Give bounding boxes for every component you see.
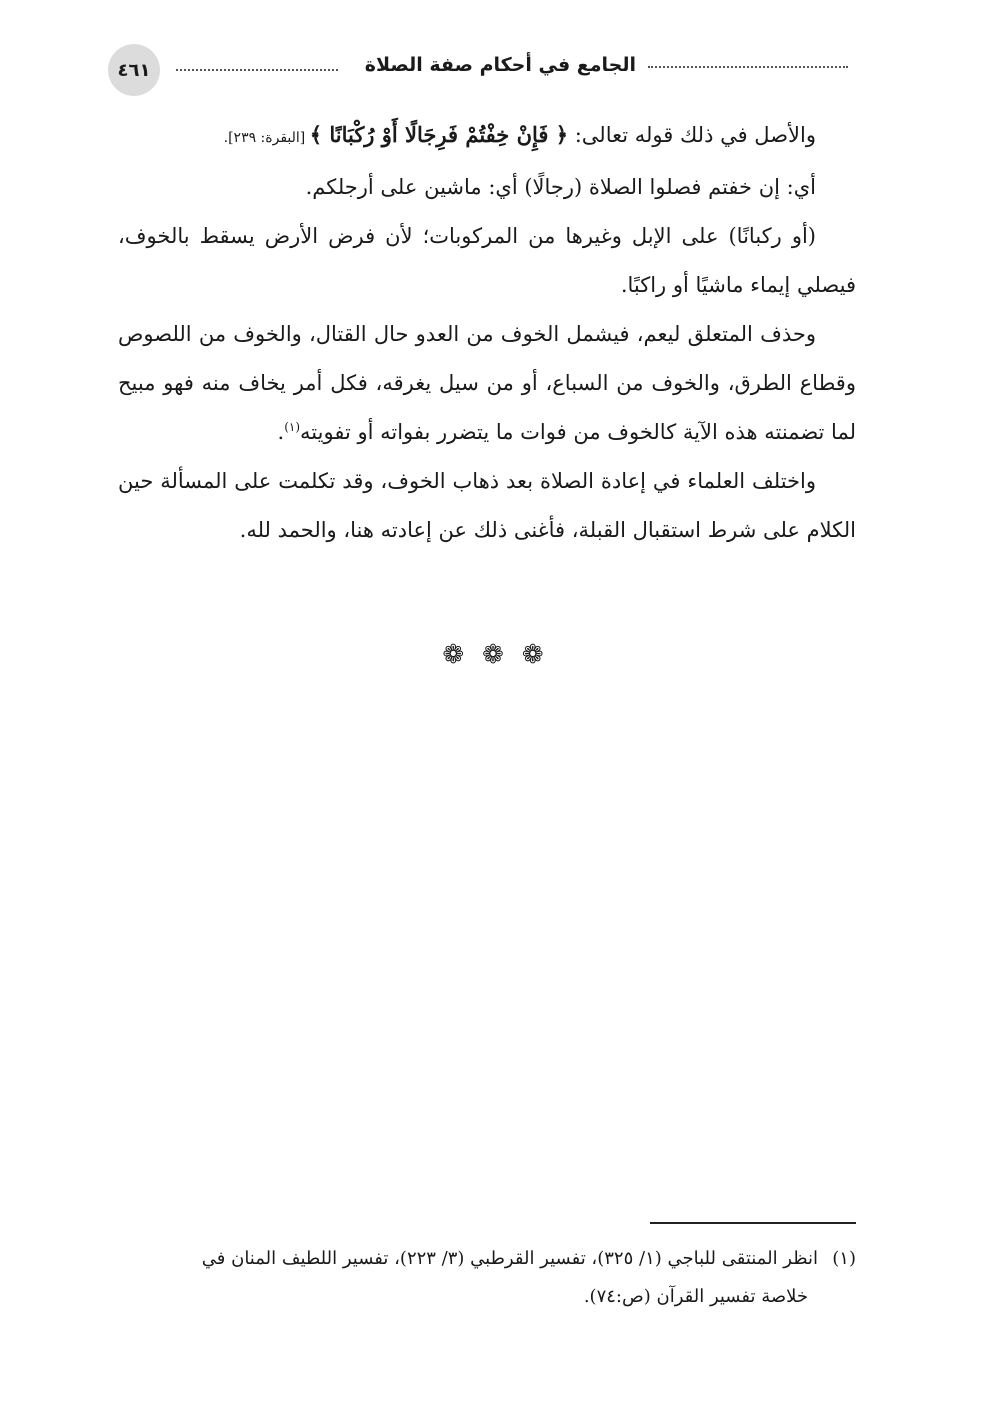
paragraph-1: [118, 110, 856, 163]
page-number-badge: [108, 44, 160, 96]
footnote-1-text-1: انظر المنتقى للباجي (١/ ٣٢٥)، تفسير القرطبي (٣/ ٢٢٣)، تفسير اللطيف المنان في: [201, 1248, 818, 1269]
main-text: [118, 110, 856, 555]
footnote-1-line-2: خلاصة تفسير القرآن (ص:٧٤).: [583, 1286, 808, 1307]
verse-reference: [البقرة: ٢٣٩].: [223, 130, 310, 146]
footnote-reference-1[interactable]: (١): [284, 420, 301, 434]
section-divider-ornaments: ❁❁❁: [442, 640, 562, 670]
page-header: [108, 44, 848, 96]
page-number: ٤٦١: [117, 59, 151, 81]
paragraph-4: [118, 310, 856, 457]
paragraph-3: (أو ركبانًا) على الإبل وغيرها من المركوبات؛ لأن فرض الأرض يسقط بالخوف، فيصلي إيماء ماشيًا أو راكبًا.: [118, 224, 856, 297]
paragraph-2: أي: إن خفتم فصلوا الصلاة (رجالًا) أي: ماشين على أرجلكم.: [305, 175, 816, 199]
paragraph-1-text: والأصل في ذلك قوله تعالى:: [568, 123, 816, 147]
running-title: الجامع في أحكام صفة الصلاة: [364, 54, 636, 76]
paragraph-5: واختلف العلماء في إعادة الصلاة بعد ذهاب الخوف، وقد تكلمت على المسألة حين الكلام على شرط استقبال القبلة، فأغنى ذلك عن إعادته هنا، والحمد لله.: [118, 469, 856, 542]
header-dotted-rule-right: [648, 66, 848, 68]
footnote-1-number: (١): [832, 1248, 856, 1269]
header-dotted-rule-left: [176, 69, 338, 71]
paragraph-4-text: وحذف المتعلق ليعم، فيشمل الخوف من العدو حال القتال، والخوف من اللصوص وقطاع الطرق، والخوف من السباع، أو من سيل يغرقه، فكل أمر يخاف منه فهو مبيح لما تضمنته هذه الآية كالخوف من فوات ما يتضرر بفواته أو تفويته: [118, 322, 856, 444]
footnote-1: [118, 1240, 856, 1316]
footnote-1-line-1: [118, 1240, 856, 1278]
quran-verse: ﴿ فَإِنْ خِفْتُمْ فَرِجَالًا أَوْ رُكْبَانًا ﴾: [309, 122, 569, 147]
footnotes: [118, 1240, 856, 1316]
footnote-separator: [650, 1222, 856, 1224]
paragraph-4-end: .: [277, 420, 285, 444]
